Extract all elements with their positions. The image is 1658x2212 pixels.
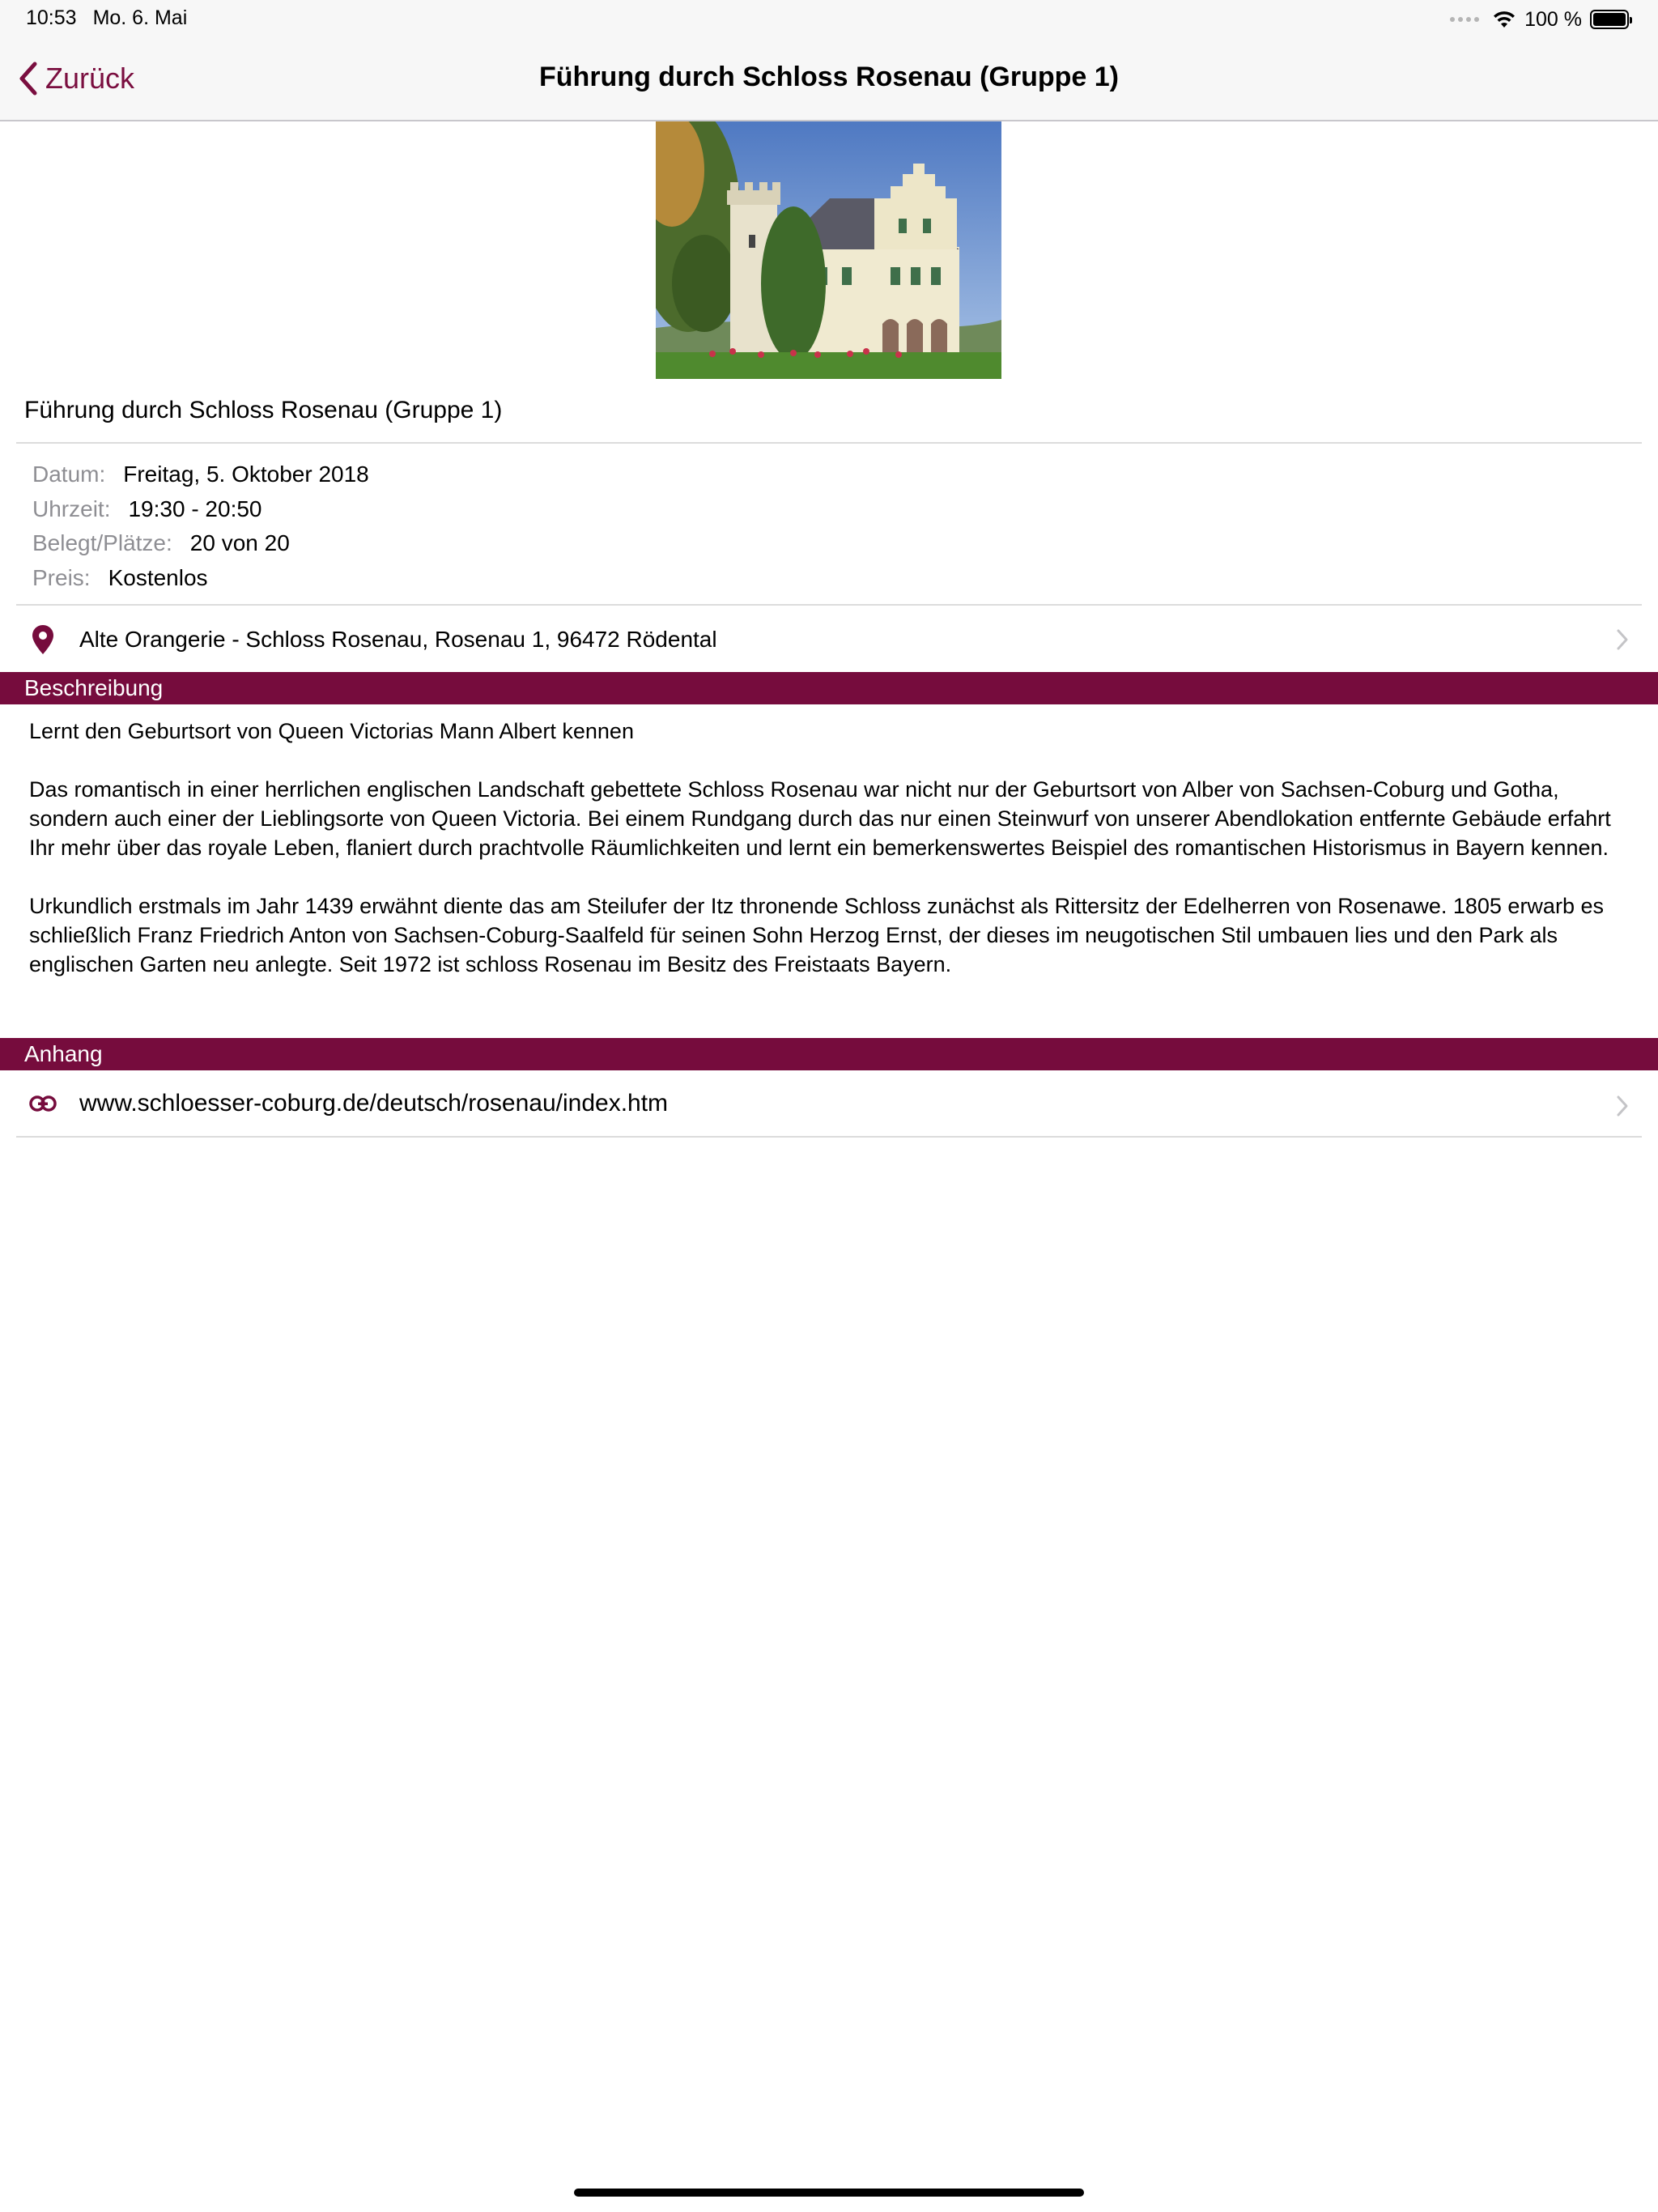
location-row[interactable] <box>0 609 1658 670</box>
navigation-bar <box>0 0 1658 121</box>
location-address: Alte Orangerie - Schloss Rosenau, Rosenau 1, 96472 Rödental <box>79 627 717 652</box>
battery-percentage: 100 % <box>1524 7 1582 31</box>
page-title: Führung durch Schloss Rosenau (Gruppe 1) <box>539 62 1119 92</box>
detail-label: Belegt/Plätze: <box>32 530 172 555</box>
detail-label: Uhrzeit: <box>32 496 111 521</box>
battery-icon <box>1590 10 1629 29</box>
description-text <box>29 717 1628 1008</box>
section-header-description: Beschreibung <box>0 672 1658 704</box>
wifi-icon <box>1492 10 1516 29</box>
status-date: Mo. 6. Mai <box>92 6 188 29</box>
home-indicator[interactable] <box>574 2189 1084 2197</box>
detail-row-seats <box>32 526 369 561</box>
event-title: Führung durch Schloss Rosenau (Gruppe 1) <box>24 397 503 423</box>
description-paragraph: Das romantisch in einer herrlichen englischen Landschaft gebettete Schloss Rosenau war nicht nur der Geburtsort von Alber von Sachsen-Coburg und Gotha, sondern auch einer der Lieblingsorte von Queen Victoria. Bei einem Rundgang durch das nur einen Steinwurf von unserer Abendlokation entfernte Gebäude erfahrt Ihr mehr über das royale Leben, flaniert durch prachtvolle Räumlichkeiten und lernt ein bemerkenswertes Beispiel des romantischen Historismus in Bayern kennen. <box>29 777 1611 860</box>
status-clock: 10:53 <box>26 6 77 29</box>
status-indicators <box>1450 6 1629 32</box>
castle-image <box>656 121 1001 379</box>
detail-row-price <box>32 561 369 596</box>
divider <box>16 604 1642 606</box>
event-image <box>656 121 1001 379</box>
detail-label: Preis: <box>32 564 91 590</box>
divider <box>16 1136 1642 1138</box>
chevron-right-icon <box>1616 628 1629 651</box>
detail-value: Kostenlos <box>108 564 208 590</box>
status-time <box>26 6 187 30</box>
event-details <box>32 457 369 595</box>
attachment-link-row[interactable] <box>0 1075 1658 1137</box>
detail-row-date <box>32 457 369 492</box>
description-paragraph: Lernt den Geburtsort von Queen Victorias Mann Albert kennen <box>29 719 634 743</box>
link-icon <box>29 1095 57 1112</box>
description-paragraph: Urkundlich erstmals im Jahr 1439 erwähnt diente das am Steilufer der Itz thronende Schloss zunächst als Rittersitz der Edelherren von Rosenawe. 1805 erwarb es schließlich Franz Friedrich Anton von Sachsen-Coburg-Saalfeld für seinen Sohn Herzog Ernst, der dieses im neugotischen Stil umbauen lies und den Park als englischen Garten neu anlegte. Seit 1972 ist schloss Rosenau im Besitz des Freistaats Bayern. <box>29 894 1604 976</box>
detail-row-time <box>32 492 369 527</box>
cellular-signal-icon <box>1450 17 1479 22</box>
attachment-link[interactable]: www.schloesser-coburg.de/deutsch/rosenau/index.htm <box>79 1090 669 1117</box>
detail-value: 20 von 20 <box>189 530 290 555</box>
detail-label: Datum: <box>32 462 106 487</box>
back-button-label: Zurück <box>45 62 135 95</box>
detail-value: 19:30 - 20:50 <box>128 496 262 521</box>
divider <box>16 442 1642 444</box>
chevron-right-icon <box>1616 1095 1629 1117</box>
detail-value: Freitag, 5. Oktober 2018 <box>123 462 369 487</box>
section-header-attachments: Anhang <box>0 1038 1658 1070</box>
map-pin-icon <box>31 623 55 656</box>
